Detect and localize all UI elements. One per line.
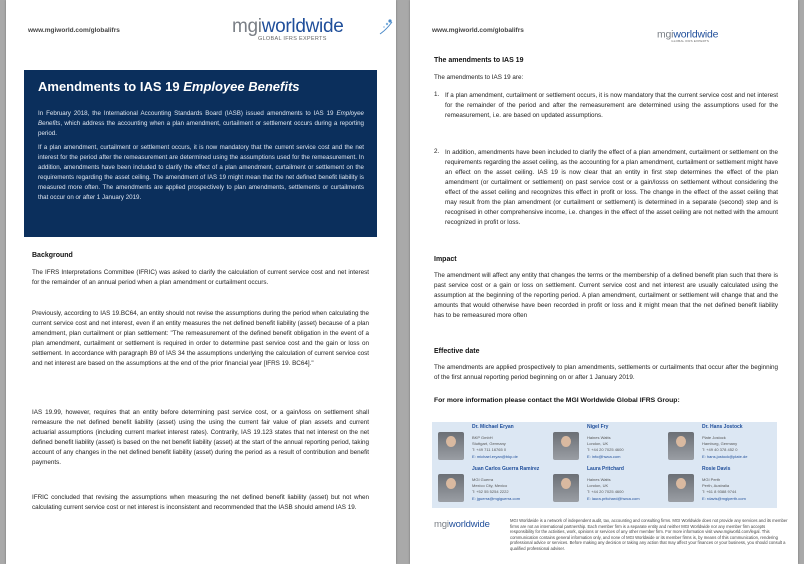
- impact-paragraph: The amendment will affect any entity that changes the terms or the membership of a defined benefit plan such that there is past service cost or a gain or loss on settlement. Current service cost and net interest are usually calculated using the assumption at the beginning of the reporting period. A plan amendment, curtailment or settlement will change that and the amounts that would otherwise have been recorded in profit or loss and it might mean that the net defined benefit liability has to be remeasured more often: [434, 272, 778, 319]
- amendment-2-text: In addition, amendments have been included to clarify the effect of a plan amendment, curtailment or settlement on the requirements regarding the asset ceiling, as the accounting for a plan amendment, curtailment or settlement might have an effect on the asset ceiling. IAS 19 is now clear that an entity in first step determines the effect of the plan amendment (or curtailment or settlement) on past service cost or a gain/losss on settlement without considering the effect of the asset ceiling and recognizes this effect in profit or loss. The change in the effect of the asset ceiling that may result from the plan amendment (or curtailment or settlement) is determined in a separate (second) step and is recognised in other comprehensive income, i.e. changes in the effect of the asset ceiling are not netted with the amount recognized in profit or loss.: [445, 149, 778, 226]
- contact-photo: [668, 432, 694, 460]
- contact-email-link[interactable]: E: rdavis@mgiperth.com: [702, 496, 746, 501]
- logo-swirl-icon: [378, 18, 394, 36]
- contact-email-link[interactable]: E: jguerra@mgiguerra.com: [472, 496, 521, 501]
- contact-card: Dr. Hans Jostock Plate Jostock Hamburg, Germany T: +49 40 378 452 0 E: hans.jostock@plate.de: [664, 423, 777, 465]
- contact-email-link[interactable]: E: michael.eryan@bkp.de: [472, 454, 518, 459]
- mgi-logo: mgiworldwide GLOBAL IFRS EXPERTS: [232, 18, 344, 42]
- background-paragraph-3: IAS 19.99, however, requires that an entity before determining past service cost, or a gain/loss on settlement shall remeasure the net defined benefit liability (asset) using the using the current fair value of plan assets and current actuarial assumptions (including current market interest rates). Contrarily, IAS 19.123 states that net interest on the net defined benefit liability (asset) is based on the net benefit liability (asset) at the start of the annual reporting period, taking account of any changes in the net defined benefit liability (asset) during the period as a result of contribution and benefit payments.: [32, 409, 369, 466]
- amendment-2-number: 2.: [434, 148, 440, 155]
- amendments-heading: The amendments to IAS 19: [434, 57, 524, 64]
- contact-photo: [438, 432, 464, 460]
- effective-date-heading: Effective date: [434, 348, 480, 355]
- contact-email-link[interactable]: E: laura.pritchard@hwca.com: [587, 496, 640, 501]
- contact-panel: [432, 422, 777, 508]
- mgi-logo-small: mgiworldwide GLOBAL IFRS EXPERTS: [657, 28, 719, 44]
- footer-disclaimer: MGI Worldwide is a network of independent audit, tax, accounting and consulting firms. MGI Worldwide does not provide any services and its member firms are not an international partnership. Each member firm is a separate entity and neither MGI Worldwide nor any member firm accepts responsibility for the activities, work, opinions or services of any other member firm. For more information visit www.mgiworld.com/legal. This communication contains general information only, and none of MGI Worldwide or its member firms is, by means of this communication, rendering professional advice or services. Before making any decision or taking any action that may affect your finances or your business, you should consult a qualified professional adviser.: [510, 518, 788, 551]
- contact-photo: [668, 474, 694, 502]
- contact-photo: [553, 474, 579, 502]
- header-url: www.mgiworld.com/globalifrs: [28, 27, 120, 34]
- amendment-1-number: 1.: [434, 91, 440, 98]
- background-paragraph-1: The IFRS Interpretations Committee (IFRIC) was asked to clarify the calculation of current service cost and net interest for the remainder of an annual period when a plan amendment or curtailment occurs.: [32, 269, 369, 286]
- document-page-2: [410, 0, 798, 564]
- contact-photo: [438, 474, 464, 502]
- contact-card: Juan Carlos Guerra Ramírez MGI Guerra Mexico City, Mexico T: +52 55 5254 2222 E: jguerra@mgiguerra.com: [434, 465, 547, 507]
- effective-date-paragraph: The amendments are applied prospectively to plan amendments, settlements or curtailments that occur after the beginning of the first annual reporting period beginning on or after 1 January 2019.: [434, 364, 778, 381]
- contact-card: Laura Pritchard Haines Watts London, UK T: +44 20 7025 4600 E: laura.pritchard@hwca.com: [549, 465, 662, 507]
- amendments-intro: The amendments to IAS 19 are:: [434, 74, 524, 81]
- contact-card: Nigel Fry Haines Watts London, UK T: +44 20 7025 4600 E: info@hwca.com: [549, 423, 662, 465]
- page-title: Amendments to IAS 19 Employee Benefits: [38, 79, 300, 94]
- hero-banner: [24, 70, 377, 237]
- contact-card: Dr. Michael Eryan BKP GmbH Stuttgart, Germany T: +49 711 16765 0 E: michael.eryan@bkp.de: [434, 423, 547, 465]
- amendment-1-text: If a plan amendment, curtailment or settlement occurs, it is now mandatory that the current service cost and net interest for the remainder of the period and after the remeasurement are determined using the assumptions used for the remeasurement, i.e. are based on updated assumptions.: [445, 92, 778, 119]
- contact-photo: [553, 432, 579, 460]
- contact-email-link[interactable]: E: info@hwca.com: [587, 454, 621, 459]
- hero-summary-paragraph: If a plan amendment, curtailment or settlement occurs, it is now mandatory that the current service cost and the net interest for the period after the remeasurement are determined using the assumptions used for the remeasurement. In addition, amendments have been included to clarify the effect of a plan amendment, curtailment or settlement on the requirements regarding the asset ceiling. The amendment of IAS 19 might mean that the net defined benefit liability is measured more often. The amendments are applied prospectively to plan amendments, settlements or curtailments that occur on or after 1 January 2019.: [38, 144, 364, 201]
- header-url: www.mgiworld.com/globalifrs: [432, 27, 524, 34]
- document-page-1: [6, 0, 396, 564]
- contact-heading: For more information please contact the MGI Worldwide Global IFRS Group:: [434, 397, 680, 404]
- footer-logo: mgiworldwide: [434, 519, 490, 530]
- hero-intro-paragraph: In February 2018, the International Accounting Standards Board (IASB) issued amendments to IAS 19 Employee Benefits, which address the accounting when a plan amendment, curtailment or settlement occurs during a reporting period.: [38, 110, 364, 137]
- background-heading: Background: [32, 252, 73, 259]
- impact-heading: Impact: [434, 256, 457, 263]
- background-paragraph-4: IFRIC concluded that revising the assumptions when measuring the net defined benefit liability (asset) but not when calculating current service cost or net interest is inconsistent and recommended that the IASB should amend IAS 19.: [32, 494, 369, 511]
- background-paragraph-2: Previously, according to IAS 19.BC64, an entity should not revise the assumptions during the period when calculating the current service cost and net interest, even if an entity measures the net defined benefit liability (asset) because of a plan amendment, plan curtailment or plan settlement: "The remeasurement of the defined benefit obligation in the event of a plan amendment, curtailment or settlement is required in order to determine past service cost and the gain or loss on settlement. In accordance with paragraph B9 of IAS 34 the assumptions underlying the calculation of current service cost and net interest are based on the assumptions at the end of the prior financial year [IFRS 19. BC64].": [32, 310, 369, 367]
- contact-card: Rosie Davis MGI Perth Perth, Australia T: +61 8 9388 9744 E: rdavis@mgiperth.com: [664, 465, 777, 507]
- contact-email-link[interactable]: E: hans.jostock@plate.de: [702, 454, 748, 459]
